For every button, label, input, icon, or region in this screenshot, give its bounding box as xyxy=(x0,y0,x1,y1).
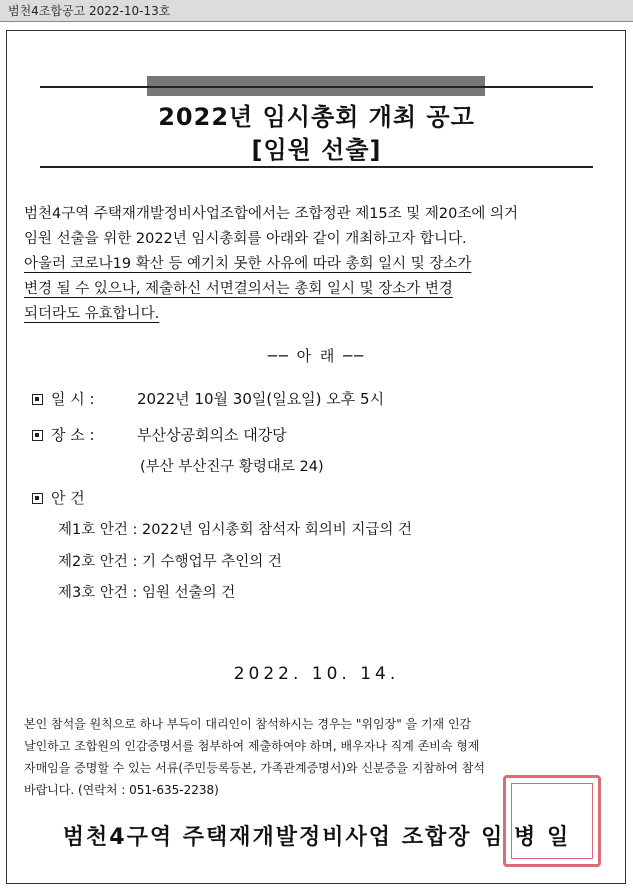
intro-line: 변경 될 수 있으나, 제출하신 서면결의서는 총회 일시 및 장소가 변경 xyxy=(24,281,453,297)
notice-line: 본인 참석을 원칙으로 하나 부득이 대리인이 참석하시는 경우는 "위임장" 을 기재 인감 xyxy=(24,717,472,731)
chairman-signature: 범천4구역 주택재개발정비사업 조합장 임 병 일 xyxy=(62,825,571,850)
intro-line: 범천4구역 주택재개발정비사업조합에서는 조합정관 제15조 및 제20조에 의거 xyxy=(24,206,518,222)
document-title: 2022년 임시총회 개최 공고 xyxy=(158,103,475,131)
below-heading: ── 아 래 ── xyxy=(267,347,366,365)
agenda-item: 제2호 안건 : 기 수행업무 추인의 건 xyxy=(58,554,282,570)
notice-line: 자매임을 증명할 수 있는 서류(주민등록등본, 가족관계증명서)와 신분증을 지참하여 참석 xyxy=(24,761,486,775)
intro-line: 되더라도 유효합니다. xyxy=(24,306,160,322)
notice-number: 범천4조합공고 2022-10-13호 xyxy=(8,4,171,18)
square-bullet-icon xyxy=(32,430,43,441)
agenda-row xyxy=(32,487,85,509)
notice-date: 2022. 10. 14. xyxy=(233,664,400,684)
title-rule-top xyxy=(40,86,593,88)
agenda-item: 제1호 안건 : 2022년 임시총회 참석자 회의비 지급의 건 xyxy=(58,522,413,538)
notice-line: 바랍니다. (연락처 : 051-635-2238) xyxy=(24,783,219,797)
title-rule-bottom xyxy=(40,166,593,168)
document-subtitle: [임원 선출] xyxy=(251,136,382,164)
intro-line: 아울러 코로나19 확산 등 예기치 못한 사유에 따라 총회 일시 및 장소가 xyxy=(24,256,472,272)
notice-line: 날인하고 조합원의 인감증명서를 첨부하여 제출하여야 하며, 배우자나 직계 존비속 형제 xyxy=(24,739,480,753)
place-row xyxy=(32,424,287,446)
place-label: 장 소 : xyxy=(51,426,95,444)
notice-number-header xyxy=(0,0,633,22)
datetime-row xyxy=(32,388,384,410)
datetime-label: 일 시 : xyxy=(51,390,95,408)
square-bullet-icon xyxy=(32,493,43,504)
agenda-label: 안 건 xyxy=(51,489,85,507)
intro-paragraph xyxy=(24,202,612,327)
square-bullet-icon xyxy=(32,394,43,405)
place-address: (부산 부산진구 황령대로 24) xyxy=(140,459,324,475)
intro-line: 임원 선출을 위한 2022년 임시총회를 아래와 같이 개최하고자 합니다. xyxy=(24,231,467,247)
place-value: 부산상공회의소 대강당 xyxy=(137,426,287,444)
agenda-item: 제3호 안건 : 임원 선출의 건 xyxy=(58,585,236,601)
datetime-value: 2022년 10월 30일(일요일) 오후 5시 xyxy=(137,390,385,408)
